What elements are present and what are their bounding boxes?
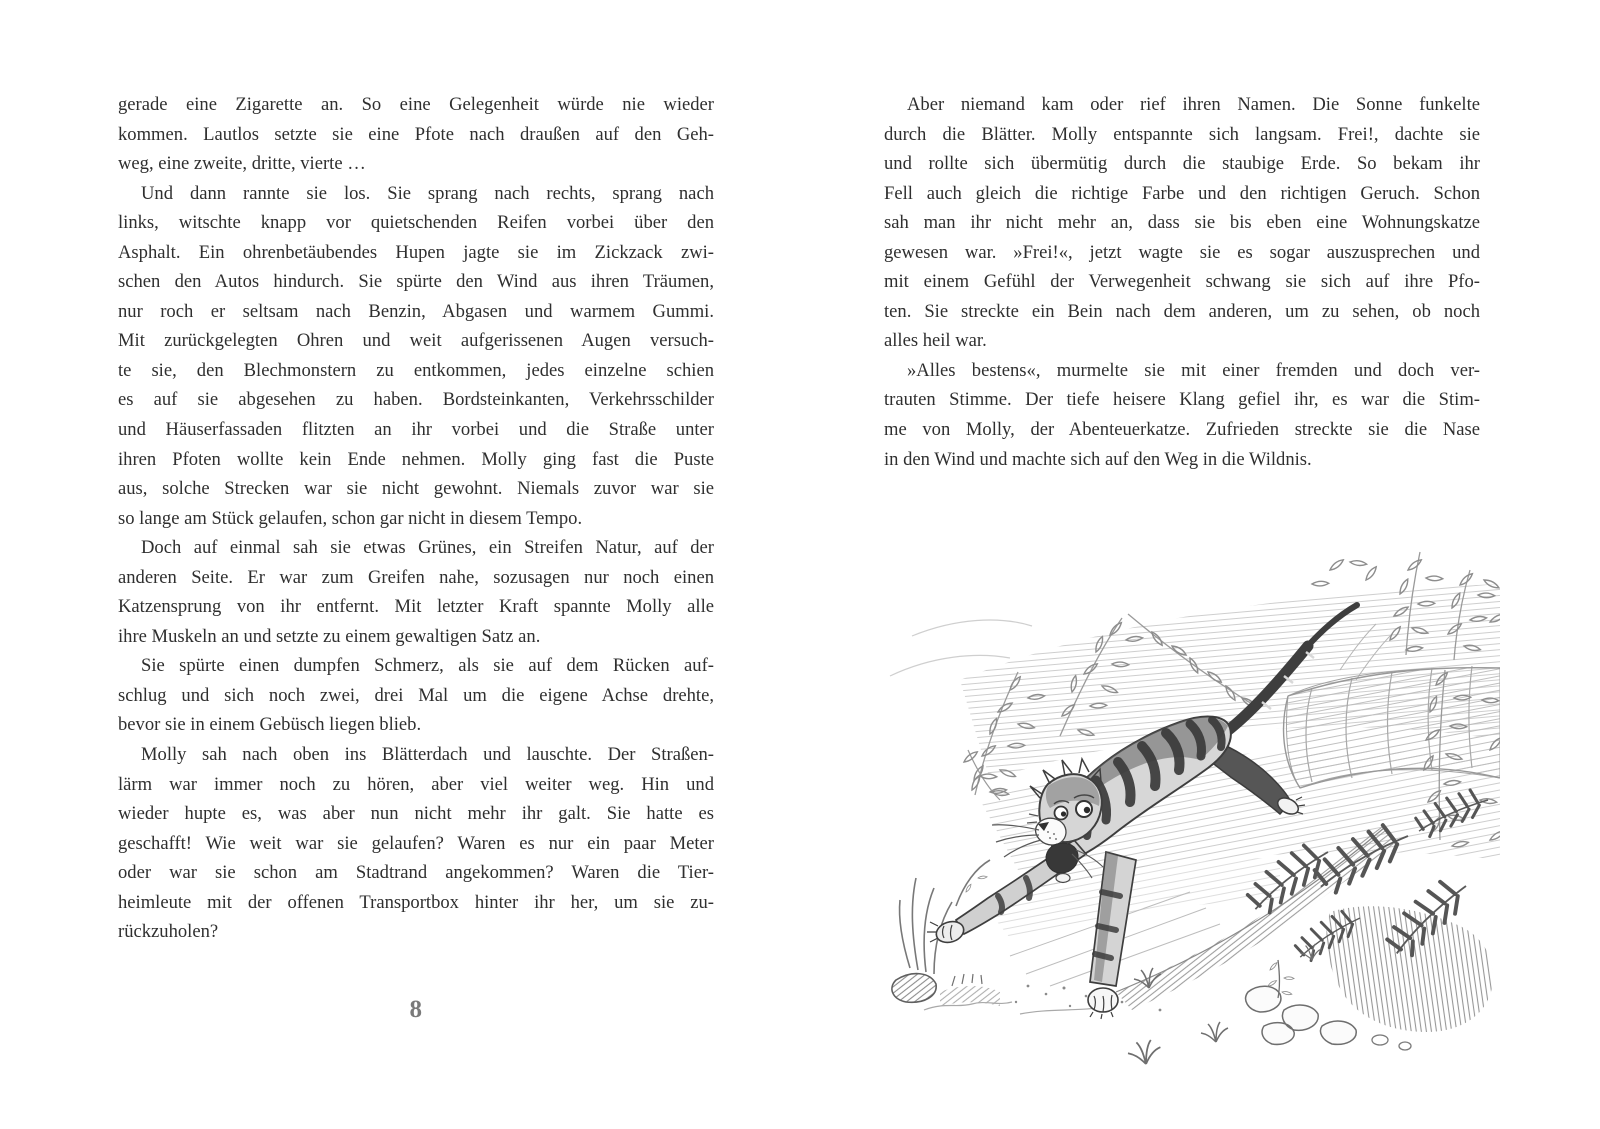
text-line: Sie spürte einen dumpfen Schmerz, als sie auf dem Rücken auf- — [141, 655, 714, 677]
text-line: schen den Autos hindurch. Sie spürte den Wind aus ihren Träumen, — [118, 271, 714, 293]
text-line: aus, solche Strecken war sie nicht gewohnt. Niemals zuvor war sie — [118, 478, 714, 500]
text-line: Doch auf einmal sah sie etwas Grünes, ein Streifen Natur, auf der — [141, 537, 714, 559]
right-page-text — [884, 90, 1480, 474]
text-line: anderen Seite. Er war zum Greifen nahe, sozusagen nur noch einen — [118, 566, 714, 588]
text-line: durch die Blätter. Molly entspannte sich langsam. Frei!, dachte sie — [884, 123, 1480, 145]
text-line: es auf sie abgesehen zu haben. Bordsteinkanten, Verkehrsschilder — [118, 389, 714, 411]
text-line: nur roch er seltsam nach Benzin, Abgasen und warmem Gummi. — [118, 300, 714, 322]
text-line: und rollte sich übermütig durch die staubige Erde. So bekam ihr — [884, 153, 1480, 175]
page-number: 8 — [409, 996, 423, 1023]
text-line: Aber niemand kam oder rief ihren Namen. Die Sonne funkelte — [907, 94, 1480, 115]
text-line: gewesen war. »Frei!«, jetzt wagte sie es sogar auszusprechen und — [884, 241, 1480, 263]
text-line: ihre Muskeln an und setzte zu einem gewaltigen Satz an. — [118, 625, 541, 647]
text-line: Asphalt. Ein ohrenbetäubendes Hupen jagte sie im Zickzack zwi- — [118, 241, 714, 263]
text-line: ten. Sie streckte ein Bein nach dem anderen, um zu sehen, ob noch — [884, 300, 1480, 322]
text-line: rückzuholen? — [118, 921, 219, 943]
text-line: in den Wind und machte sich auf den Weg in die Wildnis. — [884, 448, 1312, 470]
text-line: und Häuserfassaden flitzten an ihr vorbei und die Straße unter — [118, 419, 714, 441]
text-line: weg, eine zweite, dritte, vierte … — [118, 153, 366, 175]
text-line: me von Molly, der Abenteuerkatze. Zufrieden streckte sie die Nase — [884, 419, 1480, 441]
text-line: kommen. Lautlos setzte sie eine Pfote nach draußen auf den Geh- — [118, 123, 714, 145]
text-line: oder war sie schon am Stadtrand angekommen? Waren die Tier- — [118, 862, 714, 884]
text-line: wieder hupte es, was aber nun nicht mehr ihr galt. Sie hatte es — [118, 803, 714, 825]
text-line: sah man ihr nicht mehr an, dass sie bis eben eine Wohnungskatze — [884, 212, 1480, 234]
text-line: »Alles bestens«, murmelte sie mit einer fremden und doch ver- — [907, 359, 1480, 381]
text-line: bevor sie in einem Gebüsch liegen blieb. — [118, 714, 422, 736]
text-line: so lange am Stück gelaufen, schon gar nicht in diesem Tempo. — [118, 507, 583, 529]
text-line: schlug und sich noch zwei, drei Mal um die eigene Achse drehte, — [118, 684, 714, 706]
stones-and-rocks — [892, 960, 1411, 1050]
left-page-text — [118, 90, 714, 947]
text-line: Mit zurückgelegten Ohren und weit aufgerissenen Augen versuch- — [118, 330, 714, 352]
text-line: Molly sah nach oben ins Blätterdach und lauschte. Der Straßen- — [141, 744, 714, 766]
text-line: trauten Stimme. Der tiefe heisere Klang gefiel ihr, es war die Stim- — [884, 389, 1480, 411]
text-line: Katzensprung von ihr entfernt. Mit letzter Kraft spannte Molly alle — [118, 596, 714, 618]
text-line: te sie, den Blechmonstern zu entkommen, jedes einzelne schien — [118, 359, 714, 381]
text-line: gerade eine Zigarette an. So eine Gelegenheit würde nie wieder — [118, 94, 714, 115]
text-line: Fell auch gleich die richtige Farbe und den richtigen Geruch. Schon — [884, 182, 1480, 204]
text-line: ihren Pfoten wollte kein Ende nehmen. Molly ging fast die Puste — [118, 448, 714, 470]
text-line: lärm war immer noch zu hören, aber viel weiter weg. Hin und — [118, 773, 714, 795]
text-line: mit einem Gefühl der Verwegenheit schwang sie sich auf ihre Pfo- — [884, 271, 1480, 293]
text-line: heimleute mit der offenen Transportbox hinter ihr her, um sie zu- — [118, 891, 714, 913]
text-line: geschafft! Wie weit war sie gelaufen? Waren es nur ein paar Meter — [118, 832, 714, 854]
text-line: alles heil war. — [884, 330, 987, 352]
cat-illustration — [860, 540, 1500, 1100]
text-line: links, witschte knapp vor quietschenden Reifen vorbei über den — [118, 212, 714, 234]
text-line: Und dann rannte sie los. Sie sprang nach rechts, sprang nach — [141, 182, 714, 204]
